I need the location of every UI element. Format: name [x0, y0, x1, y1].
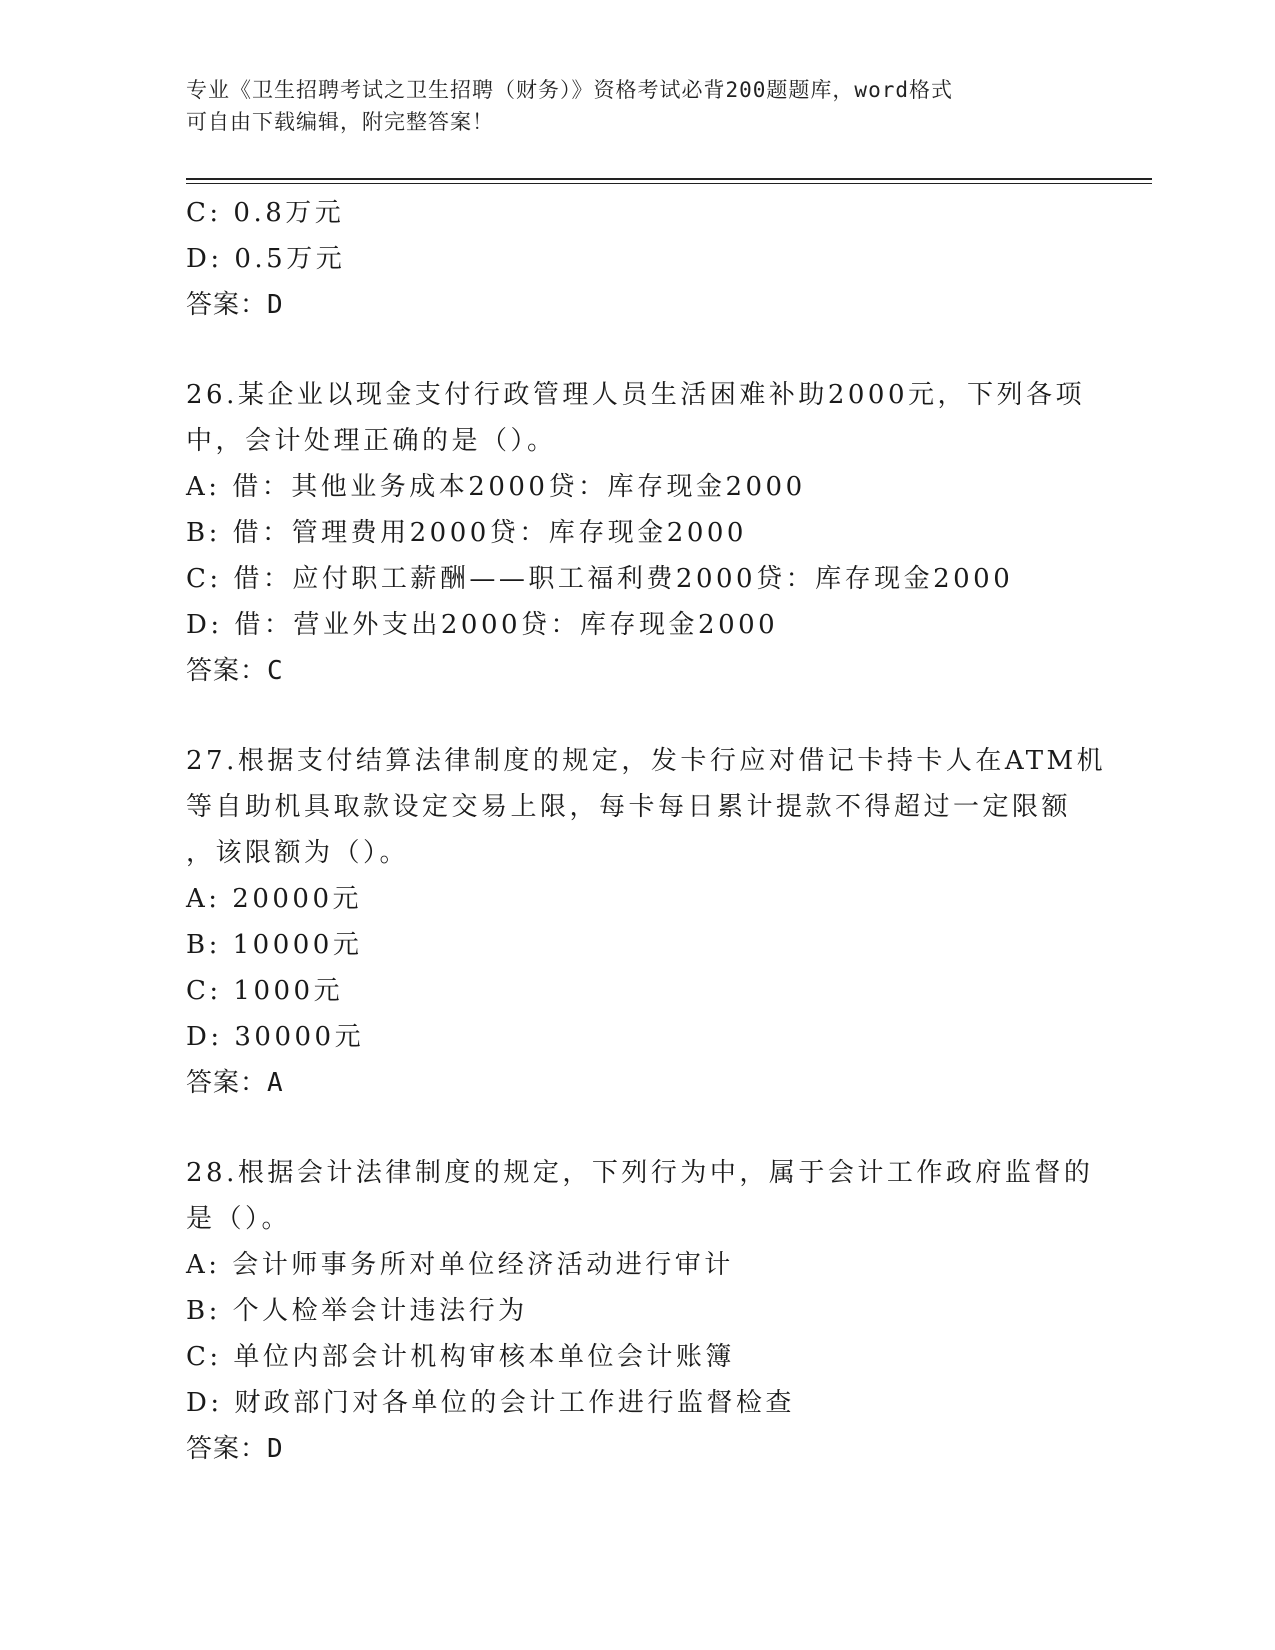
option-a: A: 20000元	[186, 884, 363, 914]
header-line-2: 可自由下载编辑，附完整答案！	[186, 110, 494, 134]
answer-line: 答案：D	[186, 1434, 284, 1464]
option-c: C: 1000元	[186, 976, 344, 1006]
option-c: C: 0.8万元	[186, 198, 345, 228]
question-stem: 中，会计处理正确的是（）。	[186, 426, 557, 456]
option-d: D: 30000元	[186, 1022, 365, 1052]
answer-line: 答案：C	[186, 656, 284, 686]
question-27	[186, 738, 1107, 1106]
question-28	[186, 1150, 1094, 1472]
option-a: A: 借：其他业务成本2000贷：库存现金2000	[186, 472, 806, 502]
option-d: D: 财政部门对各单位的会计工作进行监督检查	[186, 1388, 795, 1418]
option-b: B: 借：管理费用2000贷：库存现金2000	[186, 518, 747, 548]
answer-line: 答案：A	[186, 1068, 284, 1098]
answer-line: 答案：D	[186, 290, 284, 320]
question-26	[186, 372, 1086, 694]
document-body	[186, 190, 1107, 1472]
question-stem: 26.某企业以现金支付行政管理人员生活困难补助2000元，下列各项	[186, 380, 1086, 410]
option-c: C: 借：应付职工薪酬——职工福利费2000贷：库存现金2000	[186, 564, 1014, 594]
option-d: D: 借：营业外支出2000贷：库存现金2000	[186, 610, 779, 640]
document-header	[186, 74, 1086, 138]
question-25-tail	[186, 190, 1086, 328]
option-a: A: 会计师事务所对单位经济活动进行审计	[186, 1250, 734, 1280]
header-line-1: 专业《卫生招聘考试之卫生招聘（财务）》资格考试必背200题题库，word格式	[186, 78, 953, 102]
header-rule-thin	[186, 183, 1152, 184]
question-stem: 27.根据支付结算法律制度的规定，发卡行应对借记卡持卡人在ATM机	[186, 746, 1107, 776]
question-stem: ，该限额为（）。	[186, 838, 410, 868]
header-rule-thick	[186, 178, 1152, 180]
question-stem: 28.根据会计法律制度的规定，下列行为中，属于会计工作政府监督的	[186, 1158, 1094, 1188]
option-d: D: 0.5万元	[186, 244, 346, 274]
option-b: B: 个人检举会计违法行为	[186, 1296, 528, 1326]
option-b: B: 10000元	[186, 930, 363, 960]
question-stem: 是（）。	[186, 1204, 292, 1234]
question-stem: 等自助机具取款设定交易上限，每卡每日累计提款不得超过一定限额	[186, 792, 1072, 822]
option-c: C: 单位内部会计机构审核本单位会计账簿	[186, 1342, 735, 1372]
